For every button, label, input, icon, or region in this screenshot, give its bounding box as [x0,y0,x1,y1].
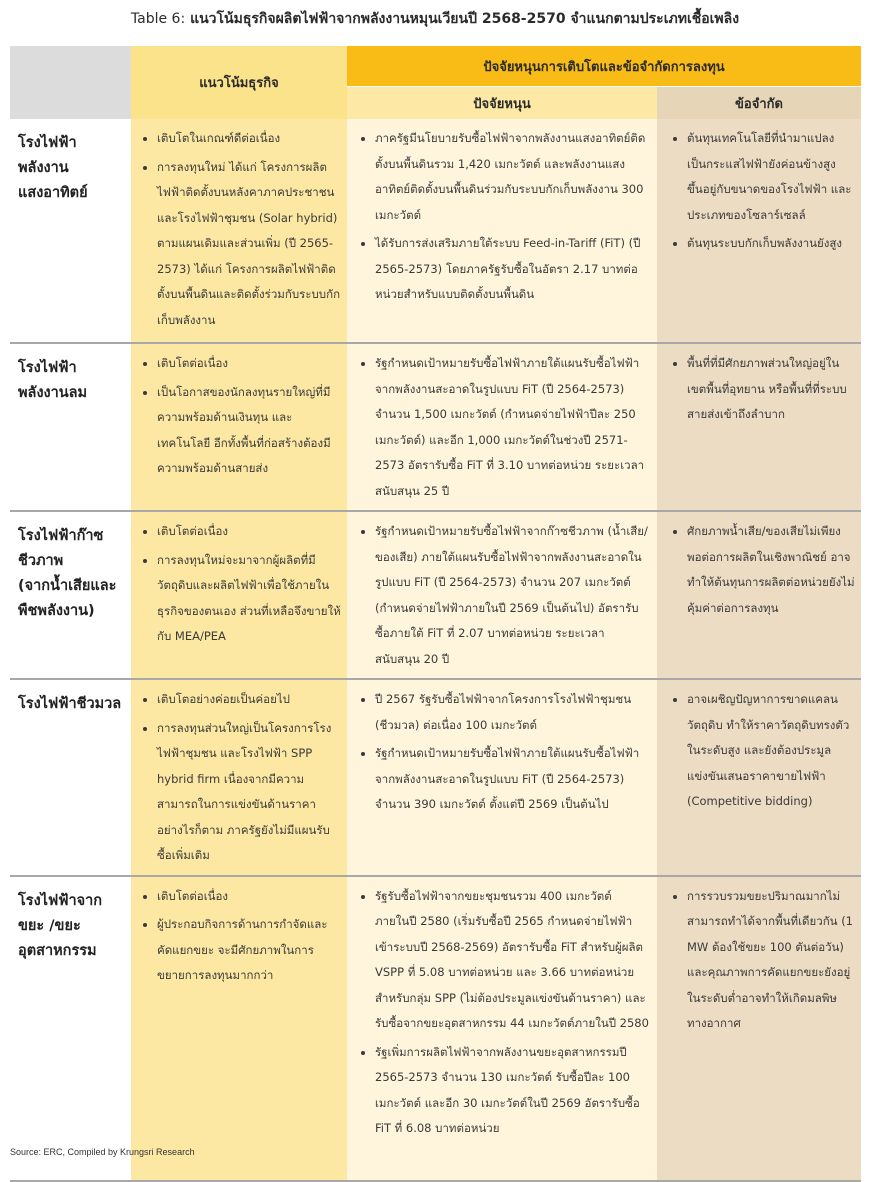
bullet-item: • ภาครัฐมีนโยบายรับซื้อไฟฟ้าจากพลังงานแสงอาทิตย์ติดตั้งบนพื้นดินรวม 1,420 เมกะวัตต์ และพลังงานแสงอาทิตย์ติดตั้งบนพื้นดินร่วมกับระบบกักเก็บพลังงาน 300 เมกะวัตต์ [375,126,649,228]
trend-cell [131,343,347,511]
bullet-list [347,344,657,510]
energy-type-cell [10,679,131,876]
energy-type-line: ชีวภาพ [18,553,64,569]
trend-cell [131,876,347,1181]
bullet-item: • อาจเผชิญปัญหาการขาดแคลนวัตถุดิบ ทำให้ราคาวัตถุดิบทรงตัวในระดับสูง และยังต้องประมูลแข่งขันเสนอราคาขายไฟฟ้า (Competitive bidding) [687,687,855,815]
energy-type-line: พืชพลังงาน) [18,603,95,619]
bullet-item: • เติบโตต่อเนื่อง [157,351,341,377]
header-limits: ข้อจำกัด [657,87,861,120]
bullet-item: • เติบโตต่อเนื่อง [157,884,341,910]
driver-cell [347,876,657,1181]
header-business-trend: แนวโน้มธุรกิจ [131,46,347,119]
bullet-item: • การลงทุนใหม่จะมาจากผู้ผลิตที่มีวัตถุดิบและผลิตไฟฟ้าเพื่อใช้ภายในธุรกิจของตนเอง ส่วนที่เหลือจึงขายให้กับ MEA/PEA [157,548,341,650]
bullet-item: • เติบโตอย่างค่อยเป็นค่อยไป [157,687,341,713]
bullet-item: • การรวบรวมขยะปริมาณมากไม่สามารถทำได้จากพื้นที่เดียวกัน (1 MW ต้องใช้ขยะ 100 ตันต่อวัน) และคุณภาพการคัดแยกขยะยังอยู่ในระดับต่ำอาจทำให้เกิดมลพิษทางอากาศ [687,884,855,1037]
bullet-item: • เติบโตในเกณฑ์ดีต่อเนื่อง [157,126,341,152]
limit-cell [657,343,861,511]
energy-type-line: แสงอาทิตย์ [18,185,88,201]
bullet-item: • ต้นทุนเทคโนโลยีที่นำมาแปลงเป็นกระแสไฟฟ้ายังค่อนข้างสูง ขึ้นอยู่กับขนาดของโรงไฟฟ้า และประเภทของโซลาร์เซลล์ [687,126,855,228]
bullet-item: • ต้นทุนระบบกักเก็บพลังงานยังสูง [687,231,855,257]
trend-cell [131,119,347,343]
bullet-item: • การลงทุนใหม่ ได้แก่ โครงการผลิตไฟฟ้าติดตั้งบนหลังคาภาคประชาชน และโรงไฟฟ้าชุมชน (Solar hybrid) ตามแผนเดิมและส่วนเพิ่ม (ปี 2565-2573) ได้แก่ โครงการผลิตไฟฟ้าติดตั้งบนพื้นดินและติดตั้งร่วมกับระบบกักเก็บพลังงาน [157,155,341,334]
bullet-list [657,512,861,627]
limit-cell [657,119,861,343]
source-note: Source: ERC, Compiled by Krungsri Research [10,1147,195,1157]
energy-type-cell [10,876,131,1181]
energy-type-line: โรงไฟฟ้า [18,360,77,376]
table-row [10,876,861,1181]
table-row [10,679,861,876]
bullet-list [347,877,657,1148]
energy-type-cell [10,343,131,511]
energy-type-line: ขยะ /ขยะ [18,917,81,934]
bullet-item: • ผู้ประกอบกิจการด้านการกำจัดและคัดแยกขยะ จะมีศักยภาพในการขยายการลงทุนมากกว่า [157,912,341,989]
driver-cell [347,679,657,876]
driver-cell [347,343,657,511]
driver-cell [347,511,657,679]
energy-type-line: พลังงาน [18,160,69,176]
header-blank-cell [10,46,131,119]
limit-cell [657,511,861,679]
bullet-list [347,680,657,824]
bullet-list [657,344,861,434]
header-drivers: ปัจจัยหนุน [347,87,657,120]
bullet-item: • ปี 2567 รัฐรับซื้อไฟฟ้าจากโครงการโรงไฟฟ้าชุมชน (ชีวมวล) ต่อเนื่อง 100 เมกะวัตต์ [375,687,649,738]
table-row [10,343,861,511]
bullet-item: • ได้รับการส่งเสริมภายใต้ระบบ Feed-in-Tariff (FiT) (ปี 2565-2573) โดยภาครัฐรับซื้อในอัตรา 2.17 บาทต่อหน่วยสำหรับแบบติดตั้งบนพื้นดิน [375,231,649,308]
bullet-list [347,119,657,314]
energy-type-line: (จากน้ำเสียและ [18,578,117,594]
bullet-list [131,877,347,995]
table-number: Table 6: [130,11,186,27]
table-title [0,8,870,30]
bullet-list [347,512,657,678]
table-row [10,511,861,679]
limit-cell [657,876,861,1181]
energy-type-line: โรงไฟฟ้าก๊าซ [18,528,104,544]
bullet-item: • รัฐเพิ่มการผลิตไฟฟ้าจากพลังงานขยะอุตสาหกรรมปี 2565-2573 จำนวน 130 เมกะวัตต์ รับซื้อปีละ 100 เมกะวัตต์ และอีก 30 เมกะวัตต์ในปี 2569 อัตรารับซื้อ FiT ที่ 6.08 บาทต่อหน่วย [375,1040,649,1142]
bullet-item: • รัฐกำหนดเป้าหมายรับซื้อไฟฟ้าภายใต้แผนรับซื้อไฟฟ้าจากพลังงานสะอาดในรูปแบบ FiT (ปี 2564-2573) จำนวน 1,500 เมกะวัตต์ (กำหนดจ่ายไฟฟ้าปีละ 250 เมกะวัตต์) และอีก 1,000 เมกะวัตต์ในช่วงปี 2571-2573 อัตรารับซื้อ FiT ที่ 3.10 บาทต่อหน่วย ระยะเวลาสนับสนุน 25 ปี [375,351,649,504]
bullet-list [131,119,347,339]
trend-cell [131,511,347,679]
driver-cell [347,119,657,343]
bullet-list [657,119,861,263]
table-title-text: แนวโน้มธุรกิจผลิตไฟฟ้าจากพลังงานหมุนเวียนปี 2568-2570 จำแนกตามประเภทเชื้อเพลิง [190,11,740,27]
bullet-item: • รัฐรับซื้อไฟฟ้าจากขยะชุมชนรวม 400 เมกะวัตต์ ภายในปี 2580 (เริ่มรับซื้อปี 2565 กำหนดจ่ายไฟฟ้าเข้าระบบปี 2568-2569) อัตรารับซื้อ FiT สำหรับผู้ผลิต VSPP ที่ 5.08 บาทต่อหน่วย และ 3.66 บาทต่อหน่วยสำหรับกลุ่ม SPP (ไม่ต้องประมูลแข่งขันด้านราคา) และรับซื้อจากขยะอุตสาหกรรม 44 เมกะวัตต์ภายในปี 2580 [375,884,649,1037]
bullet-item: • เติบโตต่อเนื่อง [157,519,341,545]
bullet-item: • เป็นโอกาสของนักลงทุนรายใหญ่ที่มีความพร้อมด้านเงินทุน และเทคโนโลยี อีกทั้งพื้นที่ก่อสร้างต้องมีความพร้อมด้านสายส่ง [157,380,341,482]
bullet-list [131,512,347,656]
bullet-item: • การลงทุนส่วนใหญ่เป็นโครงการโรงไฟฟ้าชุมชน และโรงไฟฟ้า SPP hybrid firm เนื่องจากมีความสามารถในการแข่งขันด้านราคา อย่างไรก็ตาม ภาครัฐยังไม่มีแผนรับซื้อเพิ่มเติม [157,716,341,869]
energy-type-cell [10,119,131,343]
bullet-list [657,877,861,1043]
energy-type-line: โรงไฟฟ้าจาก [18,892,103,909]
bullet-list [657,680,861,821]
renewable-energy-table [10,46,861,1182]
bullet-list [131,680,347,875]
energy-type-cell [10,511,131,679]
bullet-item: • รัฐกำหนดเป้าหมายรับซื้อไฟฟ้าจากก๊าซชีวภาพ (น้ำเสีย/ของเสีย) ภายใต้แผนรับซื้อไฟฟ้าจากพลังงานสะอาดในรูปแบบ FiT (ปี 2564-2573) จำนวน 207 เมกะวัตต์ (กำหนดจ่ายไฟฟ้าภายในปี 2569 เป็นต้นไป) อัตรารับซื้อภายใต้ FiT ที่ 2.07 บาทต่อหน่วย ระยะเวลาสนับสนุน 20 ปี [375,519,649,672]
energy-type-line: อุตสาหกรรม [18,942,97,959]
trend-cell [131,679,347,876]
bullet-list [131,344,347,488]
limit-cell [657,679,861,876]
bullet-item: • พื้นที่ที่มีศักยภาพส่วนใหญ่อยู่ในเขตพื้นที่อุทยาน หรือพื้นที่ที่ระบบสายส่งเข้าถึงลำบาก [687,351,855,428]
energy-type-line: โรงไฟฟ้าชีวมวล [18,696,122,712]
table-row [10,119,861,343]
energy-type-line: โรงไฟฟ้า [18,135,77,151]
bullet-item: • ศักยภาพน้ำเสีย/ของเสียไม่เพียงพอต่อการผลิตในเชิงพาณิชย์ อาจทำให้ต้นทุนการผลิตต่อหน่วยยังไม่คุ้มค่าต่อการลงทุน [687,519,855,621]
bullet-item: • รัฐกำหนดเป้าหมายรับซื้อไฟฟ้าภายใต้แผนรับซื้อไฟฟ้าจากพลังงานสะอาดในรูปแบบ FiT (ปี 2564-2573) จำนวน 390 เมกะวัตต์ ตั้งแต่ปี 2569 เป็นต้นไป [375,741,649,818]
energy-type-line: พลังงานลม [18,385,88,401]
header-factors: ปัจจัยหนุนการเติบโตและข้อจำกัดการลงทุน [347,46,861,87]
